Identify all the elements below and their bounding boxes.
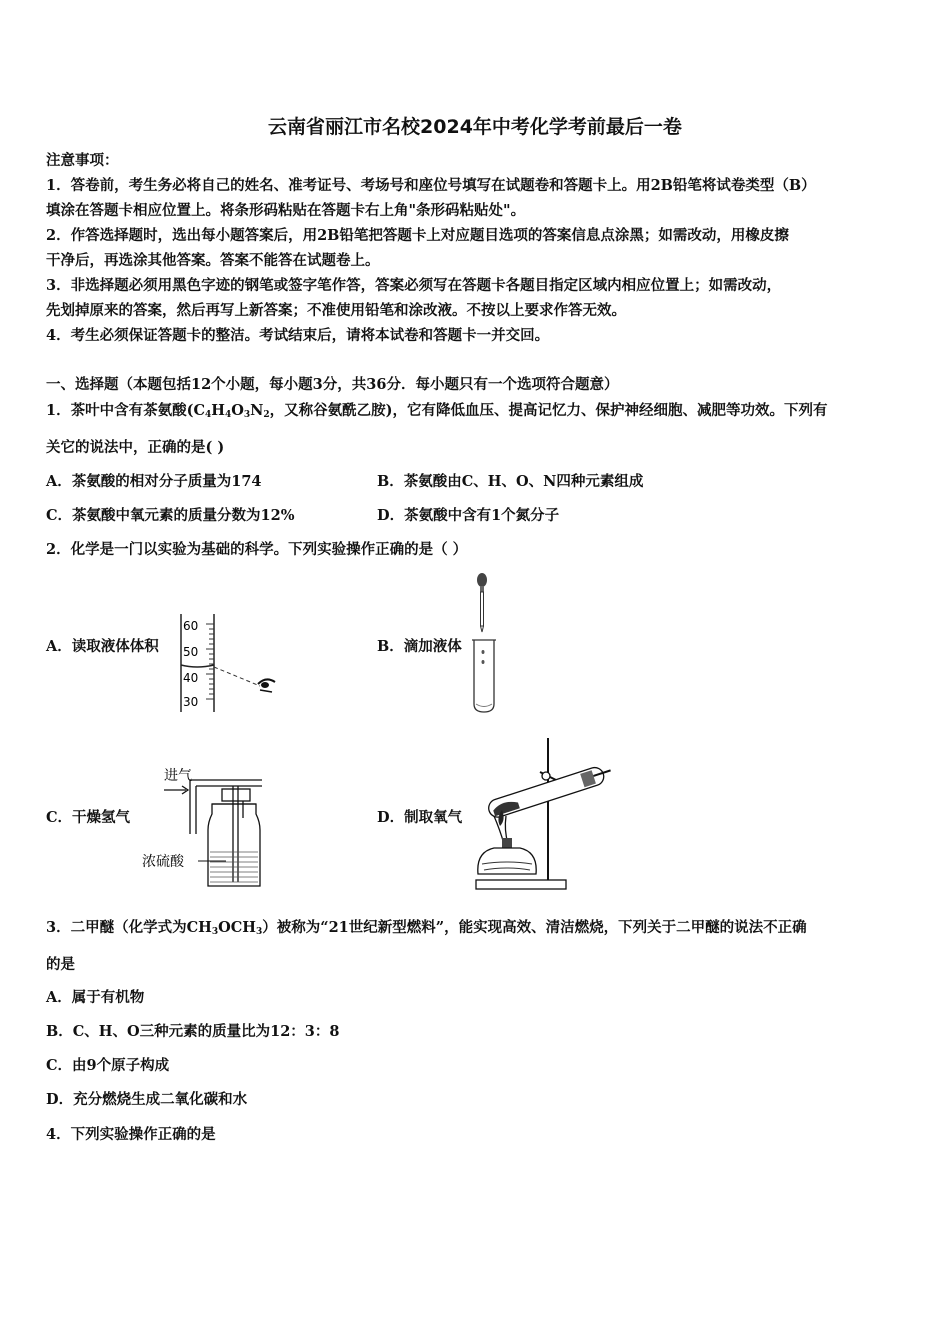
- q1-option-b: B．茶氨酸由C、H、O、N四种元素组成: [377, 473, 644, 490]
- formula-sub: 4: [205, 410, 212, 420]
- arrow-right-icon: [164, 786, 188, 794]
- notice-line: 干净后，再选涂其他答案。答案不能答在试题卷上。: [46, 252, 380, 269]
- notice-line: 4．考生必须保证答题卡的整洁。考试结束后，请将本试卷和答题卡一并交回。: [46, 327, 550, 344]
- cylinder-tick-label: 30: [183, 695, 199, 709]
- notice-line: 1．答卷前，考生务必将自己的姓名、准考证号、考场号和座位号填写在试题卷和答题卡上。用2B铅笔将试卷类型（B）: [46, 177, 816, 194]
- q3-stem-pre: 3．二甲醚（化学式为CH: [46, 919, 212, 936]
- dropper-test-tube-figure: [470, 572, 500, 714]
- q2-option-a: A．读取液体体积: [46, 638, 159, 655]
- section-heading: 一、选择题（本题包括12个小题，每小题3分，共36分．每小题只有一个选项符合题意）: [46, 376, 619, 393]
- formula-element: OCH: [218, 919, 256, 936]
- notice-line: 先划掉原来的答案，然后再写上新答案；不准使用铅笔和涂改液。不按以上要求作答无效。: [46, 302, 626, 319]
- cylinder-tick-label: 50: [183, 645, 199, 659]
- q3-option-a: A．属于有机物: [46, 989, 145, 1006]
- acid-label: 浓硫酸: [142, 854, 184, 870]
- q3-stem: [46, 918, 906, 942]
- q1-stem-line2: 关它的说法中，正确的是( ): [46, 439, 225, 456]
- q3-stem-post: ）被称为“21世纪新型燃料”，能实现高效、清洁燃烧，下列关于二甲醚的说法不正确: [262, 919, 807, 936]
- q3-option-c: C．由9个原子构成: [46, 1057, 170, 1074]
- gas-in-label: 进气: [164, 768, 192, 784]
- notice-line: 2．作答选择题时，选出每小题答案后，用2B铅笔把答题卡上对应题目选项的答案信息点涂黑；如需改动，用橡皮擦: [46, 227, 789, 244]
- q2-option-c: C．干燥氢气: [46, 809, 131, 826]
- q3-option-b: B．C、H、O三种元素的质量比为12：3：8: [46, 1023, 340, 1040]
- formula-element: O: [231, 402, 244, 419]
- q3-stem-line2: 的是: [46, 956, 75, 973]
- gas-washing-bottle-figure: [142, 762, 272, 892]
- cylinder-tick-label: 60: [183, 619, 199, 633]
- exam-title: 云南省丽江市名校2024年中考化学考前最后一卷: [268, 116, 682, 138]
- formula-sub: 3: [255, 927, 263, 937]
- formula-sub: 4: [224, 410, 232, 420]
- formula-sub: 3: [211, 927, 219, 937]
- graduated-cylinder-figure: [176, 612, 280, 716]
- q2-option-d: D．制取氧气: [377, 809, 463, 826]
- formula-sub: 3: [243, 410, 251, 420]
- q2-stem: 2．化学是一门以实验为基础的科学。下列实验操作正确的是（ ）: [46, 541, 468, 558]
- q4-stem: 4．下列实验操作正确的是: [46, 1126, 216, 1143]
- formula-element: N: [250, 402, 264, 419]
- formula-element: H: [211, 402, 225, 419]
- q1-stem-pre: 1．茶叶中含有茶氨酸(C: [46, 402, 205, 419]
- q3-option-d: D．充分燃烧生成二氧化碳和水: [46, 1091, 248, 1108]
- dropper-bulb: [477, 573, 487, 587]
- notice-heading: 注意事项：: [46, 152, 119, 169]
- q2-option-b: B．滴加液体: [377, 638, 462, 655]
- q1-stem: [46, 401, 906, 425]
- oxygen-apparatus-figure: [466, 734, 616, 894]
- q1-option-c: C．茶氨酸中氧元素的质量分数为12%: [46, 507, 295, 524]
- cylinder-tick-label: 40: [183, 671, 199, 685]
- eye-icon: [258, 679, 275, 692]
- stand-base: [476, 880, 566, 889]
- q1-option-d: D．茶氨酸中含有1个氮分子: [377, 507, 560, 524]
- notice-line: 填涂在答题卡相应位置上。将条形码粘贴在答题卡右上角"条形码粘贴处"。: [46, 202, 526, 219]
- q1-stem-post: ，又称谷氨酰乙胺)，它有降低血压、提高记忆力、保护神经细胞、减肥等功效。下列有: [269, 402, 828, 419]
- notice-line: 3．非选择题必须用黑色字迹的钢笔或签字笔作答，答案必须写在答题卡各题目指定区域内相应位置上；如需改动，: [46, 277, 782, 294]
- q1-option-a: A．茶氨酸的相对分子质量为174: [46, 473, 262, 490]
- formula-sub: 2: [263, 410, 270, 420]
